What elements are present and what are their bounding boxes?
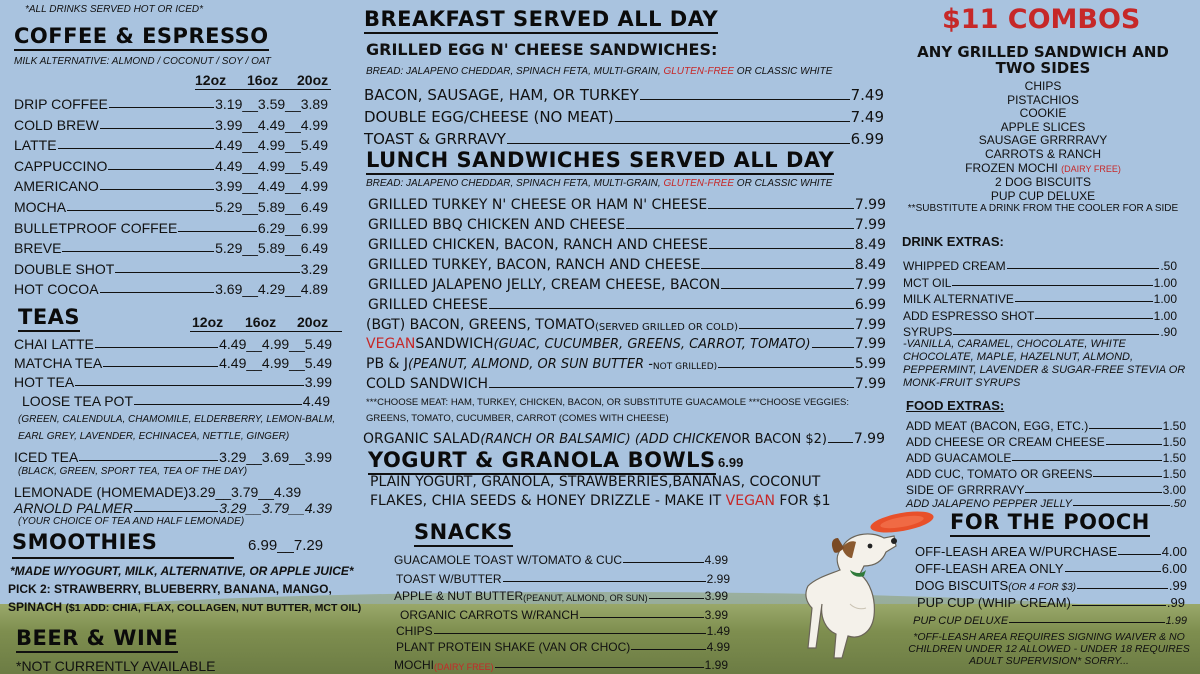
- menu-row-bgt: (BGT) BACON, GREENS, TOMATO (SERVED GRILLED OR COLD) 7.99: [366, 317, 886, 333]
- milk-note: MILK ALTERNATIVE: ALMOND / COCONUT / SOY / OAT: [14, 56, 271, 67]
- combo-side: CARROTS & RANCH: [984, 146, 1101, 161]
- menu-row-mochi: MOCHI (DAIRY FREE) 1.99: [394, 658, 728, 672]
- menu-row-iced-tea: ICED TEA 3.29__3.69__3.99: [14, 449, 332, 465]
- menu-row-lunch: GRILLED CHICKEN, BACON, RANCH AND CHEESE 8.49: [368, 237, 886, 253]
- menu-row-snack: TOAST W/BUTTER 2.99: [396, 572, 730, 586]
- menu-row-lunch: GRILLED TURKEY N' CHEESE OR HAM N' CHEESE 7.99: [368, 197, 886, 213]
- menu-row-tea: HOT TEA 3.99: [14, 374, 332, 390]
- menu-row-vegan: VEGAN SANDWICH (GUAC, CUCUMBER, GREENS, CARROT, TOMATO) 7.99: [366, 336, 886, 352]
- menu-row-coffee: BREVE 5.29__5.89__6.49: [14, 240, 328, 257]
- teas-title: TEAS: [18, 305, 80, 332]
- menu-row-drink-extra: WHIPPED CREAM .50: [903, 259, 1177, 273]
- menu-row-pbj: PB & J (PEANUT, ALMOND, OR SUN BUTTER - NOT GRILLED) 5.99: [366, 356, 886, 372]
- combo-sides: [898, 80, 1188, 215]
- combo-side: 2 DOG BISCUITS: [994, 175, 1092, 190]
- menu-row-coffee: LATTE 4.49__4.99__5.49: [14, 137, 328, 154]
- size-20oz: 20oz: [297, 72, 329, 88]
- yogurt-title: YOGURT & GRANOLA BOWLS: [368, 448, 716, 475]
- combo-side: CHIPS: [1024, 79, 1062, 93]
- menu-row-organic-salad: ORGANIC SALAD (RANCH OR BALSAMIC) (ADD CHICKEN OR BACON $2) 7.99: [363, 431, 885, 447]
- beer-title: BEER & WINE: [16, 626, 178, 653]
- menu-row-lunch: GRILLED TURKEY, BACON, RANCH AND CHEESE 8.49: [368, 257, 886, 273]
- menu-row-food-extra: SIDE OF GRRRRAVY 3.00: [906, 483, 1186, 497]
- smoothies-note: *MADE W/YOGURT, MILK, ALTERNATIVE, OR APPLE JUICE*: [10, 564, 354, 578]
- menu-row-breakfast: DOUBLE EGG/CHEESE (NO MEAT) 7.49: [364, 108, 884, 126]
- menu-row-lunch: GRILLED BBQ CHICKEN AND CHEESE 7.99: [368, 217, 886, 233]
- menu-row-snack: CHIPS 1.49: [396, 624, 730, 638]
- menu-row-pup-cup-deluxe: PUP CUP DELUXE 1.99: [913, 615, 1187, 627]
- menu-row-coffee: AMERICANO 3.99__4.49__4.99: [14, 178, 328, 195]
- snacks-title: SNACKS: [414, 520, 513, 547]
- smoothies-add: ($1 ADD: CHIA, FLAX, COLLAGEN, NUT BUTTER, MCT OIL): [65, 602, 362, 614]
- size-12oz: 12oz: [195, 72, 227, 88]
- menu-row-coffee: DRIP COFFEE 3.19__3.59__3.89: [14, 96, 328, 112]
- smoothies-underline: [12, 557, 234, 559]
- size-underline: [195, 89, 331, 90]
- bread-note-lunch: BREAD: JALAPENO CHEDDAR, SPINACH FETA, MULTI-GRAIN, GLUTEN-FREE OR CLASSIC WHITE: [366, 178, 833, 189]
- menu-row-dog-biscuits: DOG BISCUITS (OR 4 FOR $3) .99: [915, 578, 1187, 593]
- menu-row-breakfast: TOAST & GRRRAVY 6.99: [364, 130, 884, 148]
- drinks-note: *ALL DRINKS SERVED HOT OR ICED*: [25, 4, 204, 15]
- menu-row-food-extra: ADD CHEESE OR CREAM CHEESE 1.50: [906, 435, 1186, 449]
- bread-note-breakfast: BREAD: JALAPENO CHEDDAR, SPINACH FETA, MULTI-GRAIN, GLUTEN-FREE OR CLASSIC WHITE: [366, 66, 833, 77]
- menu-row-apple-nut-butter: APPLE & NUT BUTTER (PEANUT, ALMOND, OR SUN) 3.99: [394, 589, 728, 603]
- tea-size-12oz: 12oz: [192, 314, 224, 330]
- menu-row-pooch: OFF-LEASH AREA ONLY 6.00: [915, 561, 1187, 576]
- tea-size-16oz: 16oz: [245, 314, 277, 330]
- smoothies-title: SMOOTHIES: [12, 530, 158, 554]
- syrups-note: -VANILLA, CARAMEL, CHOCOLATE, WHITE CHOCOLATE, MAPLE, HAZELNUT, ALMOND, PEPPERMINT, LAVENDER & SUGAR-FREE STEVIA OR MONK-FRUIT SYRUPS: [903, 338, 1186, 389]
- menu-row-pooch: PUP CUP (WHIP CREAM) .99: [917, 595, 1185, 610]
- beer-note: *NOT CURRENTLY AVAILABLE: [16, 658, 216, 674]
- smoothies-pick: PICK 2: STRAWBERRY, BLUEBERRY, BANANA, MANGO,: [8, 582, 332, 596]
- yogurt-desc-2: FLAKES, CHIA SEEDS & HONEY DRIZZLE - MAKE IT VEGAN FOR $1: [370, 493, 831, 509]
- menu-row-coffee: CAPPUCCINO 4.49__4.99__5.49: [14, 157, 328, 174]
- combos-subtitle: ANY GRILLED SANDWICH AND TWO SIDES: [917, 43, 1169, 77]
- tea-size-20oz: 20oz: [297, 314, 329, 330]
- combo-side: PISTACHIOS: [1007, 92, 1079, 107]
- menu-row-lunch: GRILLED CHEESE 6.99: [368, 297, 886, 313]
- size-16oz: 16oz: [247, 72, 279, 88]
- grilled-title: GRILLED EGG N' CHEESE SANDWICHES:: [366, 40, 718, 59]
- combo-side: APPLE SLICES: [1000, 119, 1086, 134]
- menu-row-lemonade: LEMONADE (HOMEMADE) 3.29__3.79__4.39: [14, 484, 302, 500]
- yogurt-price: 6.99: [718, 455, 744, 470]
- arnold-note: (YOUR CHOICE OF TEA AND HALF LEMONADE): [18, 516, 245, 527]
- menu-row-breakfast: BACON, SAUSAGE, HAM, OR TURKEY 7.49: [364, 86, 884, 104]
- smoothies-price: 6.99__7.29: [248, 537, 324, 554]
- menu-row-drink-extra: MCT OIL 1.00: [903, 275, 1177, 290]
- menu-row-arnold-palmer: ARNOLD PALMER 3.29__3.79__4.39: [14, 500, 332, 516]
- menu-row-coffee: DOUBLE SHOT 3.29: [14, 260, 328, 277]
- menu-row-drink-extra: MILK ALTERNATIVE 1.00: [903, 292, 1177, 306]
- menu-row-tea: LOOSE TEA POT 4.49: [22, 393, 330, 409]
- smoothies-pick2: SPINACH: [8, 600, 63, 614]
- coffee-title: COFFEE & ESPRESSO: [14, 24, 269, 51]
- menu-row-tea: MATCHA TEA 4.49__4.99__5.49: [14, 355, 332, 371]
- menu-row-tea: CHAI LATTE 4.49__4.99__5.49: [14, 336, 332, 352]
- combo-side-mochi: FROZEN MOCHI (DAIRY FREE): [965, 160, 1121, 175]
- drink-extras-title: DRINK EXTRAS:: [902, 234, 1004, 249]
- substitute-note: **SUBSTITUTE A DRINK FROM THE COOLER FOR A SIDE: [907, 203, 1179, 215]
- pooch-title: FOR THE POOCH: [950, 510, 1150, 537]
- iced-tea-note: (BLACK, GREEN, SPORT TEA, TEA OF THE DAY): [18, 466, 248, 477]
- combo-side: SAUSAGE GRRRRAVY: [978, 133, 1108, 148]
- menu-row-drink-extra: SYRUPS .90: [903, 325, 1177, 339]
- menu-row-food-extra: ADD CUC, TOMATO OR GREENS 1.50: [906, 467, 1186, 481]
- menu-row-food-extra: ADD GUACAMOLE 1.50: [906, 451, 1186, 465]
- menu-row-jalapeno-jelly: ADD JALAPENO PEPPER JELLY .50: [906, 498, 1186, 510]
- waiver-note: *OFF-LEASH AREA REQUIRES SIGNING WAIVER & NO CHILDREN UNDER 12 ALLOWED - UNDER 18 REQUIRES ADULT SUPERVISION* SORRY...: [908, 631, 1190, 667]
- menu-row-lunch: GRILLED JALAPENO JELLY, CREAM CHEESE, BACON 7.99: [368, 277, 886, 293]
- menu-row-coffee: BULLETPROOF COFFEE 6.29__6.99: [14, 219, 328, 236]
- menu-row-snack: ORGANIC CARROTS W/RANCH 3.99: [400, 608, 728, 622]
- combo-side: COOKIE: [1019, 106, 1067, 121]
- dog-illustration: [790, 508, 940, 674]
- combos-title: $11 COMBOS: [942, 4, 1141, 35]
- menu-row-coffee: HOT COCOA 3.69__4.29__4.89: [14, 281, 328, 298]
- menu-row-food-extra: ADD MEAT (BACON, EGG, ETC.) 1.50: [906, 419, 1186, 433]
- lunch-title: LUNCH SANDWICHES SERVED ALL DAY: [366, 148, 834, 175]
- menu-row-snack: GUACAMOLE TOAST W/TOMATO & CUC 4.99: [394, 553, 728, 567]
- breakfast-title: BREAKFAST SERVED ALL DAY: [364, 7, 718, 34]
- combo-side: PUP CUP DELUXE: [990, 188, 1096, 203]
- menu-row-pooch: OFF-LEASH AREA W/PURCHASE 4.00: [915, 544, 1187, 559]
- food-extras-title: FOOD EXTRAS:: [906, 398, 1005, 413]
- menu-row-coffee: MOCHA 5.29__5.89__6.49: [14, 199, 328, 215]
- menu-row-cold-sandwich: COLD SANDWICH 7.99: [366, 376, 886, 392]
- yogurt-desc-1: PLAIN YOGURT, GRANOLA, STRAWBERRIES,BANANAS, COCONUT: [370, 474, 821, 490]
- menu-row-snack: PLANT PROTEIN SHAKE (VAN OR CHOC) 4.99: [396, 640, 730, 654]
- menu-row-drink-extra: ADD ESPRESSO SHOT 1.00: [903, 308, 1177, 323]
- menu-row-coffee: COLD BREW 3.99__4.49__4.99: [14, 116, 328, 133]
- loose-tea-note: (GREEN, CALENDULA, CHAMOMILE, ELDERBERRY, LEMON-BALM, EARL GREY, LAVENDER, ECHINACEA, NETTLE, GINGER): [18, 414, 336, 442]
- choose-note: ***CHOOSE MEAT: HAM, TURKEY, CHICKEN, BACON, OR SUBSTITUTE GUACAMOLE ***CHOOSE VEGGIES: GREENS, TOMATO, CUCUMBER, CARROT (COMES WITH CHEESE): [366, 397, 850, 424]
